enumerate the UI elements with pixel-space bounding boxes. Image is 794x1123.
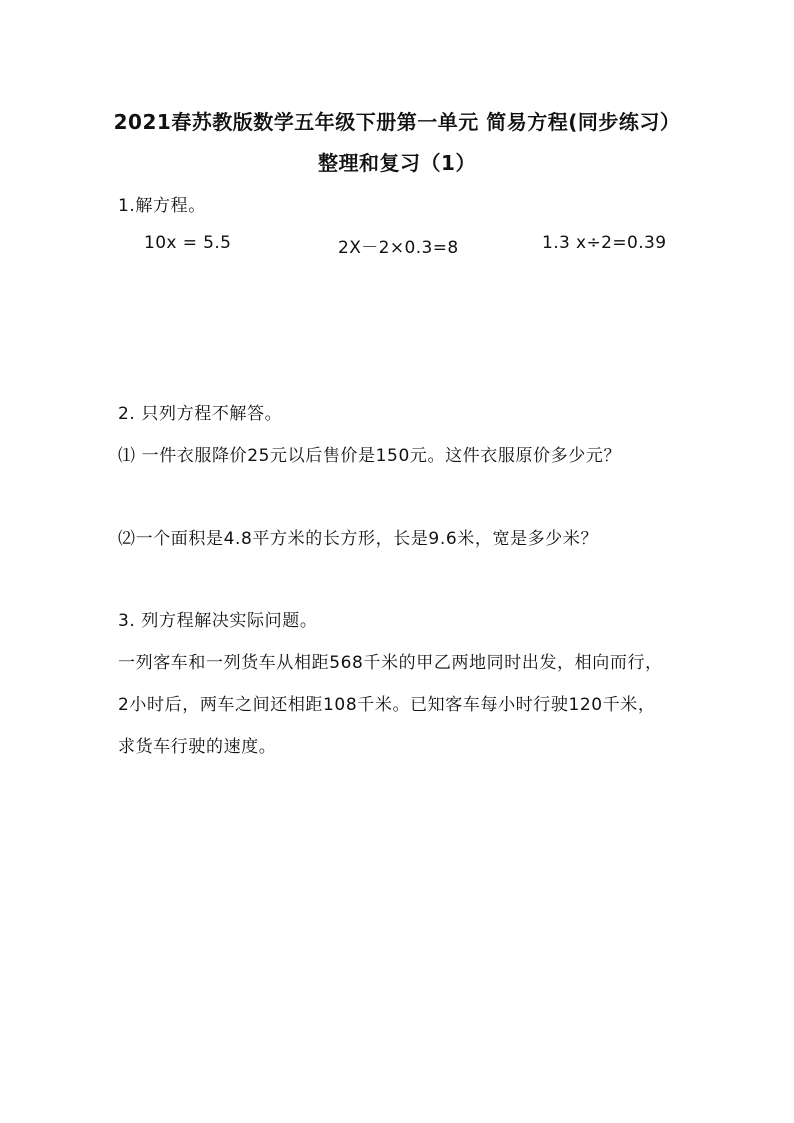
- page-title: 2021春苏教版数学五年级下册第一单元 简易方程(同步练习）: [113, 110, 681, 134]
- question-1-heading: 1.解方程。: [118, 196, 206, 216]
- question-2-item-1: ⑴ 一件衣服降价25元以后售价是150元。这件衣服原价多少元？: [118, 446, 622, 466]
- equation-2: 2X－2×0.3=8: [338, 238, 459, 258]
- question-3-heading: 3. 列方程解决实际问题。: [118, 611, 318, 631]
- page-subtitle: 整理和复习（1）: [318, 151, 476, 175]
- question-3-text-line-2: 2小时后，两车之间还相距108千米。已知客车每小时行驶120千米，: [118, 695, 656, 715]
- equation-3: 1.3 x÷2=0.39: [542, 233, 667, 253]
- equation-1: 10x = 5.5: [144, 233, 232, 253]
- question-2-heading: 2. 只列方程不解答。: [118, 404, 283, 424]
- question-3-text-line-3: 求货车行驶的速度。: [118, 737, 277, 757]
- question-2-item-2: ⑵一个面积是4.8平方米的长方形，长是9.6米，宽是多少米？: [118, 529, 599, 549]
- question-3-text-line-1: 一列客车和一列货车从相距568千米的甲乙两地同时出发，相向而行，: [118, 653, 663, 673]
